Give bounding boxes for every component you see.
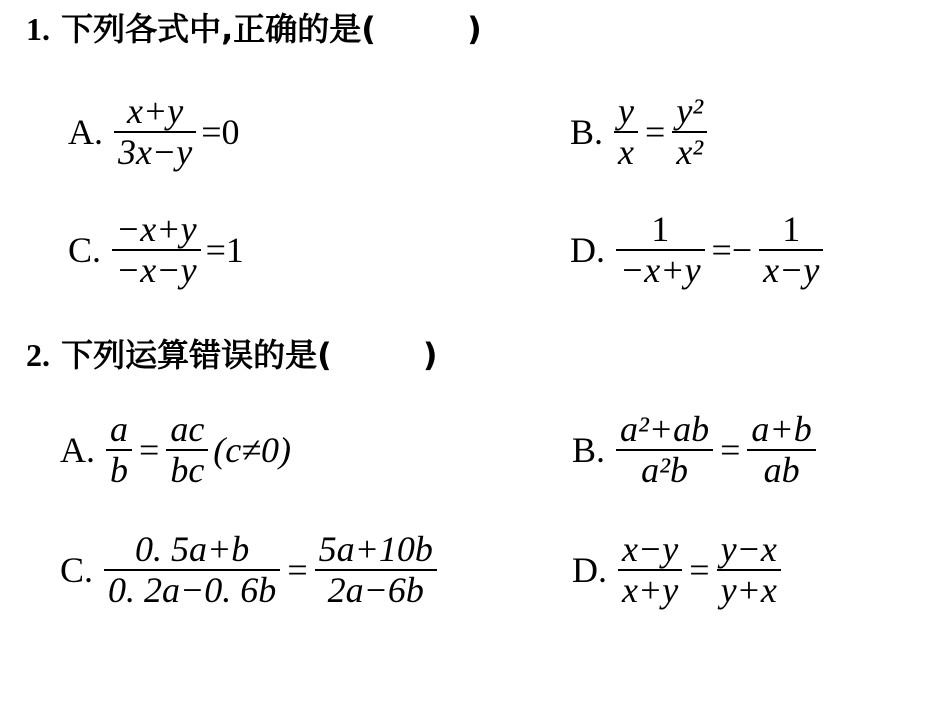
q1-option-c[interactable] [68, 210, 244, 290]
option-label: D. [570, 229, 605, 270]
question-2-close: ) [422, 336, 438, 374]
q2-option-c[interactable] [60, 530, 440, 610]
denominator: x [618, 131, 634, 172]
fraction [616, 210, 705, 290]
denominator: x+y [622, 569, 679, 610]
q1-option-b[interactable] [570, 92, 710, 172]
denominator-2: bc [170, 449, 205, 490]
fraction [114, 92, 196, 172]
question-2-number: 2. [26, 337, 50, 373]
equals-sign: = [287, 549, 308, 590]
option-label: D. [572, 549, 607, 590]
fraction-2 [166, 410, 208, 490]
equals-sign: = [720, 429, 741, 470]
option-label: A. [60, 429, 95, 470]
question-1-close: ) [467, 10, 482, 48]
numerator-2: y−x [720, 529, 777, 569]
q1-option-d[interactable] [570, 210, 826, 290]
denominator: −x−y [116, 249, 197, 290]
fraction [614, 92, 638, 172]
condition: (c≠0) [213, 429, 292, 470]
equals-sign: = [139, 429, 160, 470]
q2-option-d[interactable] [572, 530, 784, 610]
numerator-2: 1 [782, 209, 801, 249]
denominator: a²b [641, 449, 688, 490]
numerator: a²+ab [620, 409, 710, 449]
numerator-2: y² [676, 91, 704, 131]
denominator: −x+y [620, 249, 701, 290]
fraction-2 [315, 530, 437, 610]
fraction [104, 530, 280, 610]
denominator: b [110, 449, 128, 490]
q1-option-a[interactable] [68, 92, 240, 172]
numerator: −x+y [116, 209, 197, 249]
denominator-2: y+x [720, 569, 777, 610]
equals-sign: = [689, 549, 710, 590]
numerator: 1 [651, 209, 670, 249]
numerator-2: a+b [751, 409, 812, 449]
denominator: 0. 2a−0. 6b [108, 569, 277, 610]
option-label: C. [68, 229, 102, 270]
numerator: x−y [622, 529, 679, 569]
denominator-2: ab [763, 449, 800, 490]
fraction-2 [747, 410, 815, 490]
right-hand-side: =1 [205, 229, 244, 270]
numerator: a [110, 409, 128, 449]
question-2-title [26, 330, 438, 376]
fraction [616, 410, 713, 490]
equals-minus-sign: =− [711, 229, 753, 270]
numerator: 0. 5a+b [135, 529, 250, 569]
fraction [106, 410, 132, 490]
option-label: B. [572, 429, 606, 470]
numerator: x+y [127, 91, 184, 131]
option-label: C. [60, 549, 94, 590]
fraction-2 [717, 530, 781, 610]
question-1-number: 1. [26, 11, 50, 47]
q2-option-a[interactable] [60, 410, 291, 490]
fraction [618, 530, 682, 610]
right-hand-side: =0 [201, 111, 240, 152]
fraction-2 [759, 210, 823, 290]
question-1-text: 下列各式中,正确的是( [61, 10, 376, 48]
numerator: y [618, 91, 634, 131]
question-1-title [26, 4, 482, 50]
numerator-2: 5a+10b [318, 529, 433, 569]
numerator-2: ac [170, 409, 205, 449]
fraction-2 [672, 92, 707, 172]
equals-sign: = [645, 111, 666, 152]
fraction [112, 210, 201, 290]
denominator-2: 2a−6b [327, 569, 424, 610]
option-label: A. [68, 111, 103, 152]
q2-option-b[interactable] [572, 410, 819, 490]
denominator-2: x−y [763, 249, 820, 290]
question-2-text: 下列运算错误的是( [61, 336, 332, 374]
denominator-2: x² [676, 131, 704, 172]
denominator: 3x−y [118, 131, 193, 172]
option-label: B. [570, 111, 604, 152]
